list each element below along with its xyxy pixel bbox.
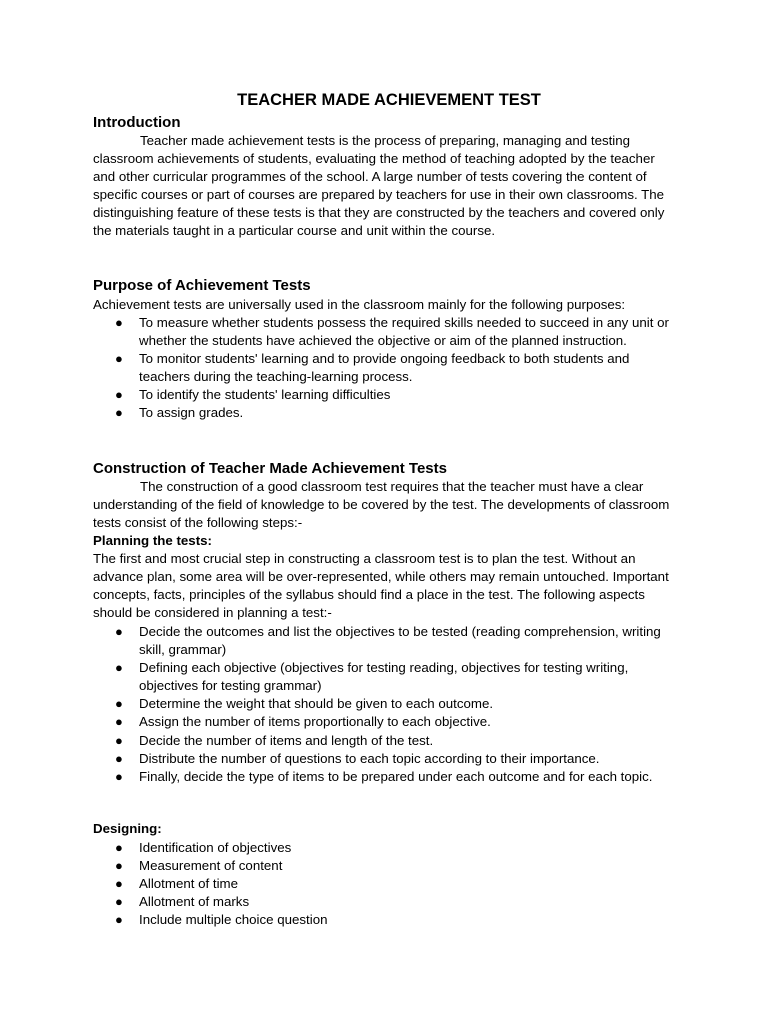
list-item	[93, 875, 678, 893]
list-item-text: Distribute the number of questions to each topic according to their importance.	[139, 750, 600, 766]
list-item	[93, 713, 678, 731]
construction-heading: Construction of Teacher Made Achievement Tests	[93, 460, 447, 477]
list-item	[93, 314, 678, 350]
bullet-icon: ●	[115, 912, 123, 928]
bullet-icon: ●	[115, 876, 123, 892]
construction-paragraph	[93, 478, 678, 532]
list-item	[93, 386, 678, 404]
purpose-list	[93, 314, 678, 423]
list-item-text: Defining each objective (objectives for testing reading, objectives for testing writing, objectives for testing grammar)	[139, 660, 629, 694]
list-item-text: Allotment of time	[139, 876, 239, 892]
bullet-icon: ●	[115, 315, 123, 330]
bullet-icon: ●	[115, 840, 123, 855]
list-item	[93, 659, 678, 695]
list-item-text: Include multiple choice question	[139, 912, 328, 928]
list-item-text: To monitor students' learning and to provide ongoing feedback to both students and teachers during the teaching-learning process.	[139, 351, 630, 385]
list-item-text: To measure whether students possess the required skills needed to succeed in any unit or whether the students have achieved the objective or aim of the planned instruction.	[139, 315, 669, 349]
list-item-text: Decide the outcomes and list the objectives to be tested (reading comprehension, writing skill, grammar)	[139, 624, 661, 658]
bullet-icon: ●	[115, 387, 123, 403]
intro-heading: Introduction	[93, 114, 181, 131]
list-item	[93, 750, 678, 768]
bullet-icon: ●	[115, 894, 123, 910]
bullet-icon: ●	[115, 351, 123, 367]
designing-list	[93, 839, 678, 929]
list-item-text: Measurement of content	[139, 858, 283, 874]
list-item	[93, 839, 678, 857]
list-item-text: Assign the number of items proportionally to each objective.	[139, 714, 491, 730]
bullet-icon: ●	[115, 732, 123, 748]
list-item-text: Decide the number of items and length of the test.	[139, 732, 434, 748]
list-item-text: To identify the students' learning difficulties	[139, 387, 391, 403]
list-item	[93, 768, 678, 786]
list-item	[93, 732, 678, 750]
list-item	[93, 911, 678, 929]
purpose-heading: Purpose of Achievement Tests	[93, 277, 311, 294]
list-item	[93, 404, 678, 422]
list-item-text: Finally, decide the type of items to be prepared under each outcome and for each topic.	[139, 768, 653, 784]
intro-paragraph	[93, 132, 678, 241]
page-title: TEACHER MADE ACHIEVEMENT TEST	[237, 91, 541, 109]
list-item	[93, 623, 678, 659]
bullet-icon: ●	[115, 768, 123, 784]
bullet-icon: ●	[115, 750, 123, 766]
purpose-lead: Achievement tests are universally used in the classroom mainly for the following purposes:	[93, 297, 626, 312]
list-item-text: Allotment of marks	[139, 894, 250, 910]
bullet-icon: ●	[115, 660, 123, 676]
designing-heading: Designing:	[93, 821, 162, 836]
list-item	[93, 695, 678, 713]
planning-heading: Planning the tests:	[93, 533, 212, 548]
construction-text: The construction of a good classroom test requires that the teacher must have a clear understanding of the field of knowledge to be covered by the test. The developments of classroom tests consist of the following steps:-	[93, 479, 670, 531]
bullet-icon: ●	[115, 858, 123, 874]
bullet-icon: ●	[115, 624, 123, 639]
bullet-icon: ●	[115, 696, 123, 712]
list-item	[93, 350, 678, 386]
planning-text: The first and most crucial step in constructing a classroom test is to plan the test. Without an advance plan, some area will be over-represented, while others may remain untouched. Important concepts, facts, principles of the syllabus should find a place in the test. The following aspects should be considered in planning a test:-	[93, 551, 669, 621]
list-item-text: Identification of objectives	[139, 840, 292, 855]
intro-text: Teacher made achievement tests is the process of preparing, managing and testing classroom achievements of students, evaluating the method of teaching adopted by the teacher and other curricular programmes of the school. A large number of tests covering the content of specific courses or part of courses are prepared by teachers for use in their own classrooms. The distinguishing feature of these tests is that they are constructed by the teachers and covered only the materials taught in a particular course and unit within the course.	[93, 133, 665, 239]
list-item	[93, 857, 678, 875]
planning-list	[93, 623, 678, 786]
list-item-text: To assign grades.	[139, 405, 244, 421]
list-item-text: Determine the weight that should be given to each outcome.	[139, 696, 494, 712]
bullet-icon: ●	[115, 714, 123, 730]
bullet-icon: ●	[115, 405, 123, 421]
list-item	[93, 893, 678, 911]
